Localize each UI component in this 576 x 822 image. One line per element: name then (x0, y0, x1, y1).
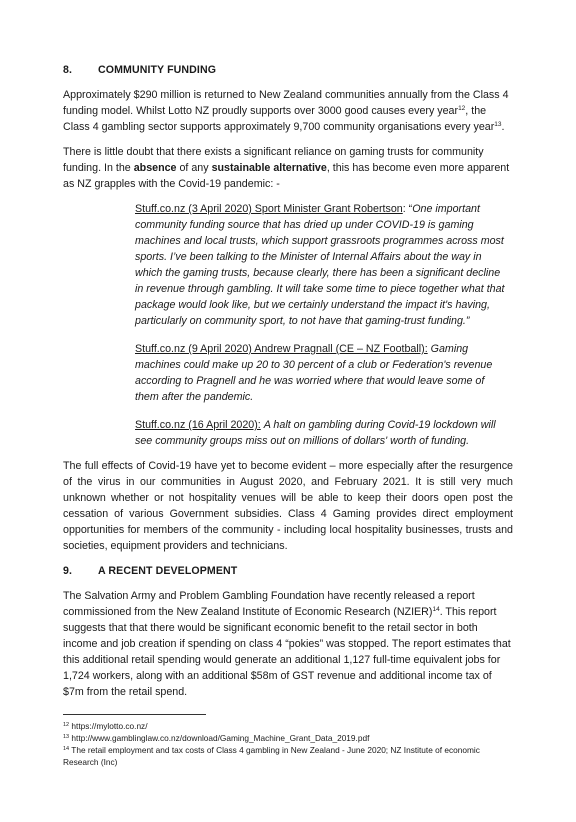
section-8-title: COMMUNITY FUNDING (98, 64, 217, 76)
footnote-divider (63, 714, 206, 715)
quote-robertson (135, 201, 509, 329)
section-8-paragraph-3: The full effects of Covid-19 have yet to become evident – more especially after the resurgence of the virus in our communities in August 2020, and February 2021. It is still very much unknown whether or not hospitality venues will be able to keep their doors open post the cessation of various Government subsidies. Class 4 Gaming provides direct employment opportunities for members of the community - including local hospitality businesses, trusts and societies, equipment providers and technicians. (63, 460, 513, 552)
text-run: Approximately $290 million is returned to New Zealand communities annually from the Class 4 funding model. Whilst Lotto NZ proudly supports over 3000 good causes every year (63, 89, 509, 117)
text-run: of any (176, 162, 212, 174)
section-9-title: A RECENT DEVELOPMENT (98, 565, 238, 577)
footnote-number: 13 (63, 734, 70, 740)
footnote-12 (63, 720, 513, 732)
section-9-number: 9. (63, 565, 73, 577)
footnote-ref-12[interactable]: 12 (458, 105, 466, 112)
quote-text: One important community funding source that has dried up under COVID-19 is gaming machines and local trusts, which support grassroots programmes across most sports. I’ve been talking to the Minister of Internal Affairs about the way in which the gaming trusts, because clearly, there has been a significant decline in revenue through gambling. It will take some time to piece together what that package would look like, but we certainly understand the impact it's having, particularly on community sport, to not have that gaming-trust funding.” (135, 203, 505, 327)
footnote-link[interactable]: http://www.gamblinglaw.co.nz/download/Gaming_Machine_Grant_Data_2019.pdf (69, 733, 370, 743)
section-8-number: 8. (63, 64, 73, 76)
text-run: , the Class 4 gambling sector supports approximately 9,700 community organisations every year (63, 105, 495, 133)
bold-sustainable-alternative: sustainable alternative (211, 162, 327, 174)
quote-source: Stuff.co.nz (16 April 2020): (135, 419, 261, 431)
footnote-ref-14[interactable]: 14 (432, 606, 440, 613)
footnote-14 (63, 744, 513, 768)
quote-source: Stuff.co.nz (9 April 2020) Andrew Pragnall (CE – NZ Football): (135, 343, 428, 355)
text-run: . (501, 121, 505, 133)
section-8-paragraph-2 (63, 144, 513, 192)
quote-source: Stuff.co.nz (3 April 2020) Sport Minister Grant Robertson (135, 203, 403, 215)
quote-stuff-16-april (135, 417, 509, 449)
text-run: . This report suggests that that there would be significant economic benefit to the retail sector in both income and job creation if spending on class 4 “pokies” was stopped. The report estimates that this additional retail spending would generate an additional 1,127 full-time equivalent jobs for 1,724 workers, along with an additional $58m of GST revenue and additional income tax of $7m from the retail spend. (63, 606, 511, 698)
footnote-link[interactable]: https://mylotto.co.nz/ (69, 721, 148, 731)
section-9-heading (63, 565, 513, 577)
text-run: There is little doubt that there exists a significant reliance on gaming trusts for community funding. In the (63, 146, 484, 174)
quote-separator: : “ (402, 203, 413, 215)
bold-absence: absence (133, 162, 177, 174)
quote-pragnall (135, 341, 509, 405)
section-9-paragraph (63, 588, 513, 700)
footnote-number: 14 (63, 746, 70, 752)
footnote-ref-13[interactable]: 13 (494, 121, 502, 128)
quote-text: Gaming machines could make up 20 to 30 percent of a club or Federation's revenue according to Pragnell and he was worried where that would leave some of them after the pandemic. (135, 343, 493, 403)
footnote-13 (63, 732, 513, 744)
text-run: , this has become even more apparent as NZ grapples with the Covid-19 pandemic: - (63, 162, 510, 190)
section-8-paragraph-1 (63, 87, 513, 135)
quote-text: A halt on gambling during Covid-19 lockdown will see community groups miss out on millions of dollars' worth of funding. (135, 419, 496, 447)
section-8-heading (63, 64, 513, 76)
footnote-number: 12 (63, 722, 70, 728)
text-run: The Salvation Army and Problem Gambling Foundation have recently released a report commissioned from the New Zealand Institute of Economic Research (NZIER) (63, 590, 475, 618)
footnote-text: The retail employment and tax costs of Class 4 gambling in New Zealand - June 2020; NZ Institute of economic Research (Inc) (63, 745, 480, 767)
